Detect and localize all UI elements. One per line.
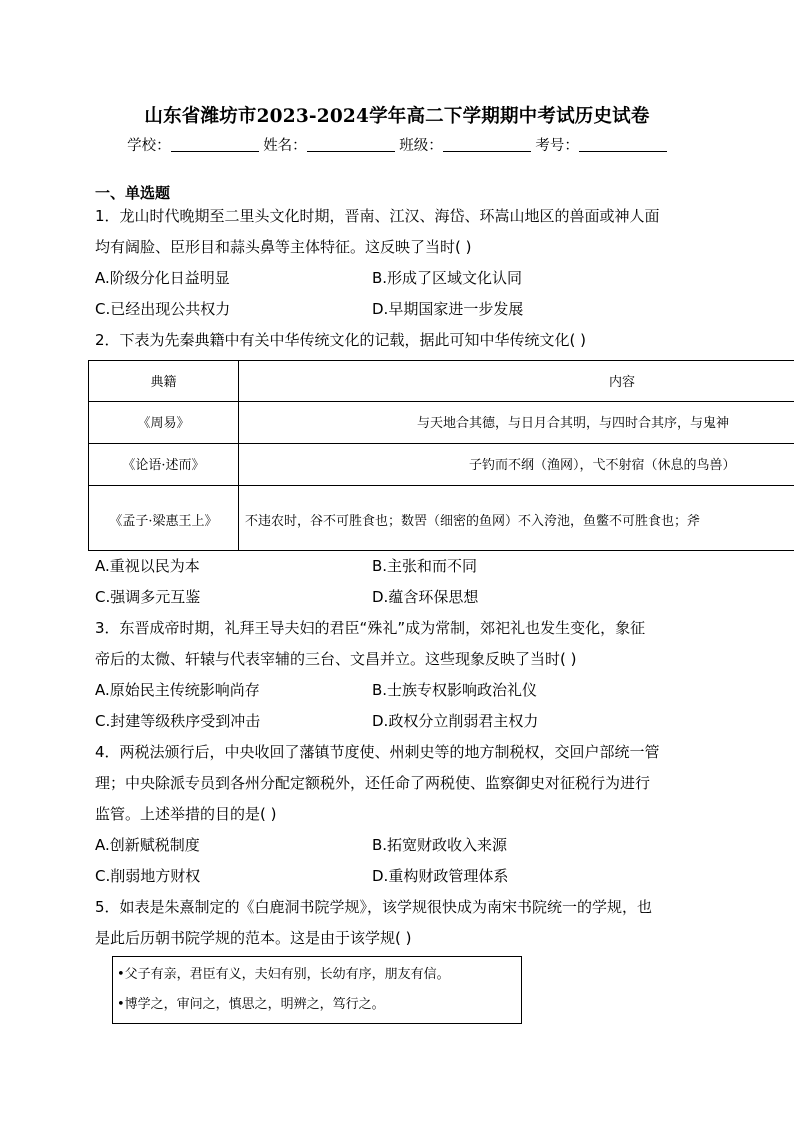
- q1-option-b: B.形成了区域文化认同: [372, 269, 523, 287]
- q2-option-c: C.强调多元互鉴: [95, 588, 201, 606]
- table-row-2-book: 《论语·述而》: [122, 458, 205, 473]
- table-header-content: 内容: [609, 375, 636, 390]
- q1-option-d: D.早期国家进一步发展: [372, 300, 524, 318]
- q3-option-d: D.政权分立削弱君主权力: [372, 712, 539, 730]
- q1-stem-line2: 均有阔脸、臣形目和蒜头鼻等主体特征。这反映了当时( ): [95, 238, 472, 256]
- number-blank: [579, 138, 667, 152]
- q4-option-a: A.创新赋税制度: [95, 836, 200, 854]
- q4-stem-line2: 理；中央除派专员到各州分配定额税外，还任命了两税使、监察御史对征税行为进行: [95, 774, 651, 792]
- name-blank: [307, 138, 395, 152]
- class-blank: [443, 138, 531, 152]
- q5-rule-2: •博学之，审问之，慎思之，明辨之，笃行之。: [117, 997, 385, 1012]
- q1-option-a: A.阶级分化日益明显: [95, 269, 230, 287]
- exam-title: 山东省潍坊市2023-2024学年高二下学期期中考试历史试卷: [144, 106, 650, 127]
- table-row-3-content: 不违农时，谷不可胜食也；数罟（细密的鱼网）不入洿池，鱼鳖不可胜食也；斧: [245, 514, 701, 529]
- table-header-book: 典籍: [150, 375, 177, 390]
- q3-option-b: B.士族专权影响政治礼仪: [372, 681, 538, 699]
- q4-option-b: B.拓宽财政收入来源: [372, 836, 508, 854]
- q3-stem-line2: 帝后的太微、轩辕与代表宰辅的三台、文昌并立。这些现象反映了当时( ): [95, 650, 577, 668]
- q5-rule-1: •父子有亲，君臣有义，夫妇有别，长幼有序，朋友有信。: [117, 967, 450, 982]
- q2-option-b: B.主张和而不同: [372, 557, 478, 575]
- q5-rules-box: [112, 956, 522, 1024]
- table-row-divider: [89, 443, 794, 444]
- class-label: 班级：: [399, 138, 443, 154]
- q1-stem-line1: 1．龙山时代晚期至二里头文化时期，晋南、江汉、海岱、环嵩山地区的兽面或神人面: [95, 207, 660, 225]
- table-row-1-book: 《周易》: [137, 416, 190, 431]
- table-row-divider: [89, 485, 794, 486]
- table-row-divider: [89, 401, 794, 402]
- school-label: 学校：: [127, 138, 171, 154]
- table-row-3-book: 《孟子·梁惠王上》: [109, 514, 218, 529]
- q4-stem-line3: 监管。上述举措的目的是( ): [95, 805, 277, 823]
- q4-stem-line1: 4．两税法颁行后，中央收回了藩镇节度使、州刺史等的地方制税权，交回户部统一管: [95, 743, 660, 761]
- q4-option-c: C.削弱地方财权: [95, 867, 201, 885]
- q1-option-c: C.已经出现公共权力: [95, 300, 231, 318]
- q5-stem-line1: 5．如表是朱熹制定的《白鹿洞书院学规》，该学规很快成为南宋书院统一的学规，也: [95, 898, 653, 916]
- q2-stem-line1: 2．下表为先秦典籍中有关中华传统文化的记载，据此可知中华传统文化( ): [95, 331, 587, 349]
- name-label: 姓名：: [263, 138, 307, 154]
- table-row-2-content: 子钓而不纲（渔网），弋不射宿（休息的鸟兽）: [469, 458, 736, 473]
- q2-option-d: D.蕴含环保思想: [372, 588, 479, 606]
- q2-table: [88, 360, 794, 551]
- q3-option-c: C.封建等级秩序受到冲击: [95, 712, 261, 730]
- table-column-divider: [238, 361, 239, 551]
- table-row-1-content: 与天地合其德，与日月合其明，与四时合其序，与鬼神: [417, 416, 730, 431]
- section-heading: 一、单选题: [95, 184, 171, 202]
- q3-stem-line1: 3．东晋成帝时期，礼拜王导夫妇的君臣“殊礼”成为常制，郊祀礼也发生变化，象征: [95, 619, 646, 637]
- q5-stem-line2: 是此后历朝书院学规的范本。这是由于该学规( ): [95, 929, 412, 947]
- q2-option-a: A.重视以民为本: [95, 557, 200, 575]
- number-label: 考号：: [535, 138, 579, 154]
- school-blank: [171, 138, 259, 152]
- q4-option-d: D.重构财政管理体系: [372, 867, 509, 885]
- student-info-line: [0, 134, 794, 155]
- q3-option-a: A.原始民主传统影响尚存: [95, 681, 260, 699]
